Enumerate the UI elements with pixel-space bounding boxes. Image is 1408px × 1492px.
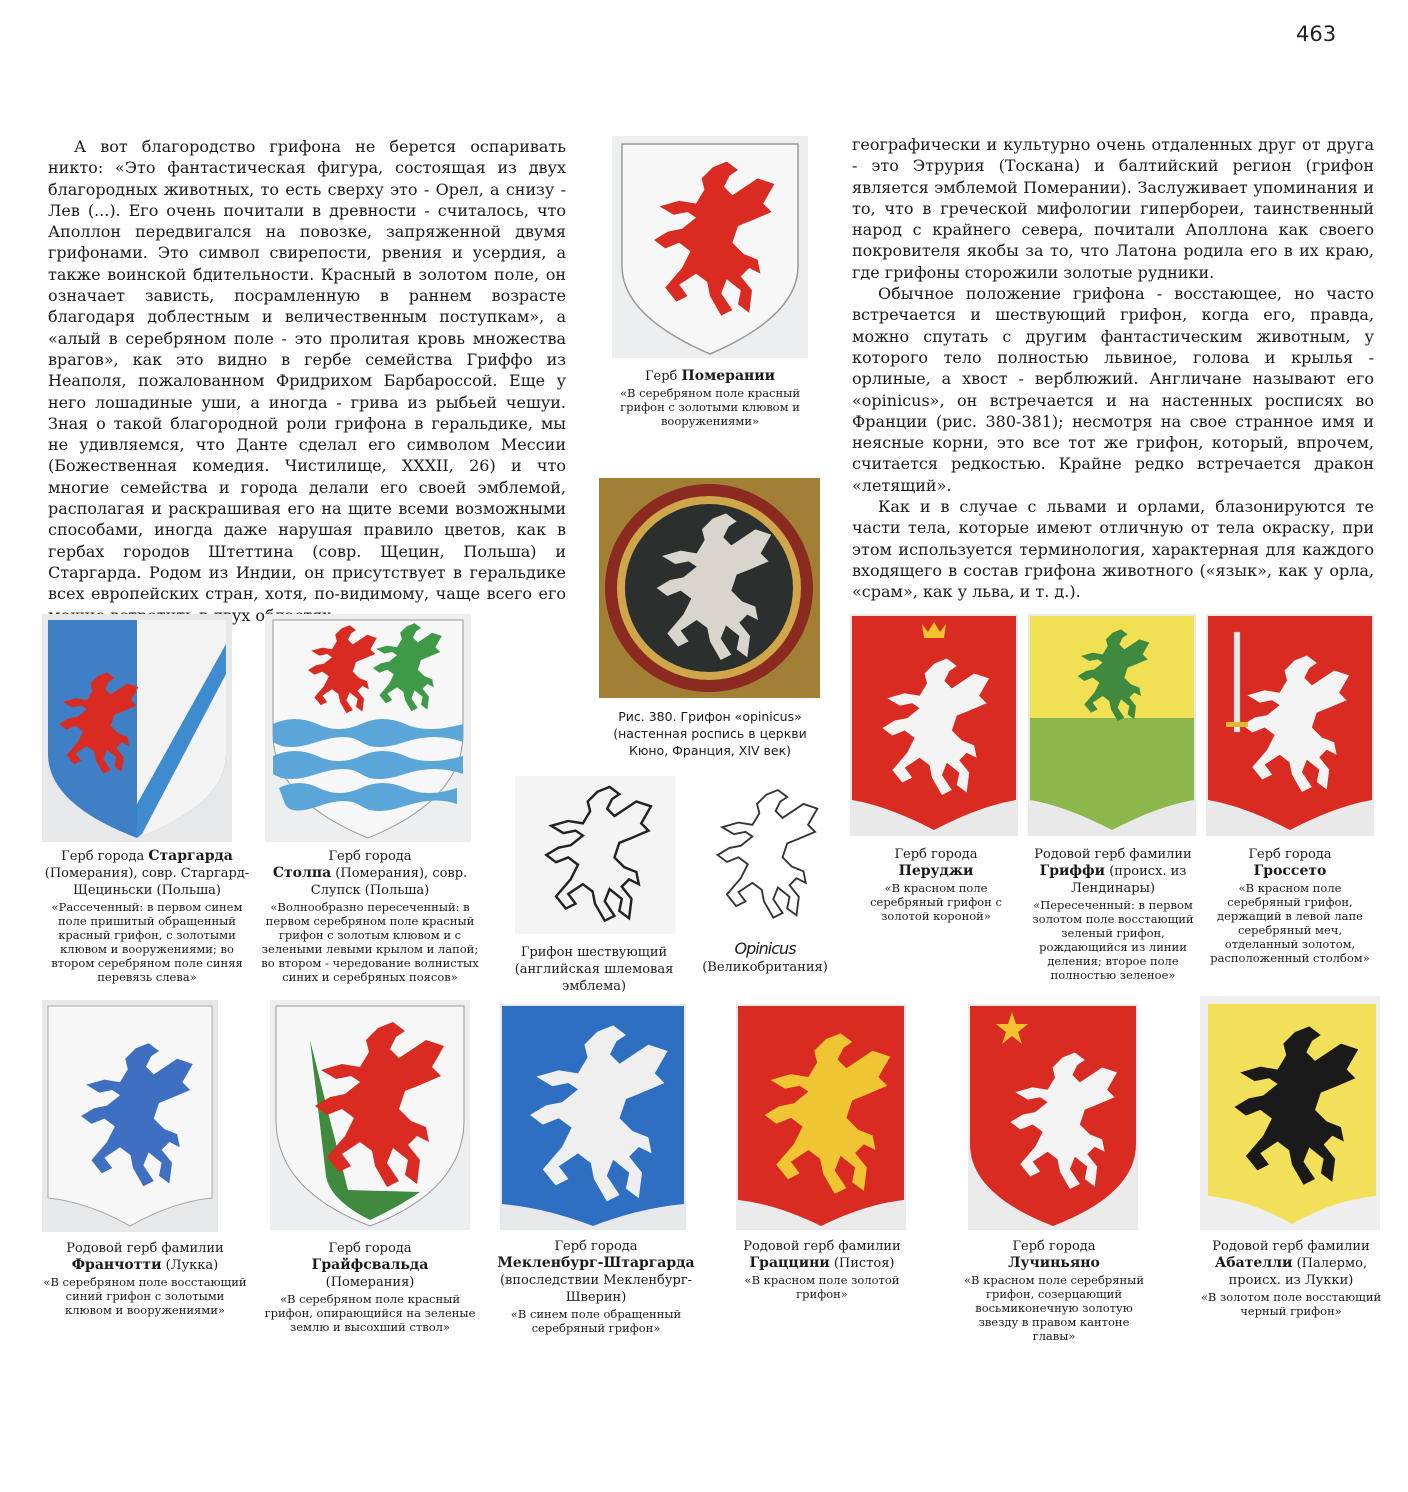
franciotti-caption: Родовой герб фамилии Франчотти (Лукка) «В серебряном поле восстающий синий грифон с золотыми клювом и вооружениями»	[43, 1241, 247, 1317]
paragraph: Как и в случае с львами и орлами, блазонируются те части тела, которые имеют отличную от тела окраску, при этом используется терминология, характерная для каждого входящего в состав грифона животного («язык», как у орла, «срам», как у льва, и т. д.).	[852, 497, 1374, 602]
greifswald-caption: Герб города Грайфсвальда (Померания) «В серебряном поле красный грифон, опирающийся на зеленые землю и высохший ствол»	[264, 1241, 476, 1334]
perugia-caption: Герб города Перуджи «В красном поле серебряный грифон с золотой короной»	[870, 847, 1002, 923]
stargard-arms-image	[42, 614, 232, 842]
lucignano-caption: Герб города Лучиньяно «В красном поле серебряный грифон, созерцающий восьмиконечную золотую звезду в правом кантоне главы»	[964, 1239, 1144, 1343]
paragraph: географически и культурно очень отдаленных друг от друга - это Этрурия (Тоскана) и балтийский регион (грифон является эмблемой Померании). Заслуживает упоминания и то, что в греческой мифологии гипербореи, таинственный народ с крайнего севера, почитали Аполлона как своего покровителя якобы за то, что Латона родила его в их краю, где грифоны сторожили золотые рудники.	[852, 135, 1374, 282]
griffi-caption: Родовой герб фамилии Гриффи (происх. из Лендинары) «Пересеченный: в первом золотом поле восстающий зеленый грифон, рождающийся из линии деления; второе поле полностью зеленое»	[1032, 847, 1194, 982]
stargard-caption: Герб города Старгарда (Померания), совр. Старгард-Щециньски (Польша) «Рассеченный: в первом синем поле пришитый обращенный красный грифон, с золотыми клювом и вооружениями; во втором серебряном поле синяя перевязь слева»	[44, 848, 250, 984]
paragraph: А вот благородство грифона не берется оспаривать никто: «Это фантастическая фигура, состоящая из двух благородных животных, то есть сверху это - Орел, а снизу - Лев (...). Его очень почитали в древности - считалось, что Аполлон передвигался на повозке, запряженной двумя грифонами. Это символ свирепости, рвения и усердия, а также воинской бдительности. Красный в золотом поле, он означает зависть, посрамленную в раннем возрасте благодаря доблестным и величественным поступкам», а «алый в серебряном поле - это пролитая кровь множества врагов», как это видно в гербе семейства Гриффо из Неаполя, пожалованном Фридрихом Барбароссой. Еще у него лошадиные уши, а иногда - грива из рыбьей чешуи. Зная о такой благородной роли грифона в геральдике, мы не удивляемся, что Данте сделал его символом Мессии (Божественная комедия. Чистилище, XXXII, 26) и что многие семейства и города делали его своей эмблемой, располагая и раскрашивая его на щите всеми возможными способами, иногда даже нарушая правило цветов, как в гербах городов Штеттина (совр. Щецин, Польша) и Старгарда. Родом из Индии, он присутствует в геральдике всех европейских стран, хотя, по-видимому, чаще всего его	[48, 137, 566, 604]
page-number: 463	[1296, 22, 1337, 46]
text-column-right	[852, 134, 1374, 603]
text-column-left	[48, 136, 566, 626]
pomerania-caption: Герб Померании «В серебряном поле красный грифон с золотыми клювом и вооружениями»	[620, 368, 800, 428]
fig380-caption: Рис. 380. Грифон «opinicus» (настенная роспись в церкви Кюно, Франция, XIV век)	[613, 709, 807, 758]
stolp-caption: Герб города Столпа (Померания), совр. Слупск (Польша) «Волнообразно пересеченный: в первом серебряном поле красный грифон с золотым клювом и с зелеными левыми крылом и лапой; во втором - чередование волнистых синих и серебряных поясов»	[261, 849, 479, 984]
stolp-arms-image	[265, 614, 471, 842]
paragraph: Обычное положение грифона - восстающее, но часто встречается и шествующий грифон, когда его, правда, можно спутать с другим фантастическим животным, у которого тело полностью львиное, голова и крылья - орлиные, а хвост - верблюжий. Англичане называют его «opinicus», он встречается и на настенных росписях во Франции (рис. 380-381); несмотря на свое странное имя и неясные корни, это все тот же грифон, который, впрочем, считается редкостью. Крайне редко встречается дракон «летящий».	[852, 284, 1374, 495]
greifswald-arms-image	[270, 1000, 470, 1230]
passant-caption: Грифон шествующий (английская шлемовая эмблема)	[514, 945, 674, 994]
passant-griffin-image	[515, 776, 675, 934]
grazzini-caption: Родовой герб фамилии Граццини (Пистоя) «В красном поле золотой грифон»	[743, 1239, 901, 1301]
grazzini-arms-image	[736, 1004, 906, 1230]
franciotti-arms-image	[42, 1000, 218, 1232]
grosseto-caption: Герб города Гроссето «В красном поле серебряный грифон, держащий в левой лапе серебряный меч, отделанный золотом, расположенный столбом»	[1210, 847, 1370, 965]
mecklenburg-caption: Герб города Мекленбург-Штаргарда (впоследствии Мекленбург-Шверин) «В синем поле обращенный серебряный грифон»	[497, 1239, 695, 1335]
perugia-arms-image	[850, 614, 1018, 836]
abatelli-caption: Родовой герб фамилии Абателли (Палермо, происх. из Лукки) «В золотом поле восстающий черный грифон»	[1200, 1239, 1382, 1318]
griffi-arms-image	[1028, 614, 1196, 836]
opinicus-caption: Opinicus (Великобритания)	[702, 939, 828, 975]
opinicus-mural-image	[599, 478, 820, 698]
pomerania-arms-image	[612, 136, 808, 358]
grosseto-arms-image	[1206, 614, 1374, 836]
abatelli-arms-image	[1200, 996, 1380, 1230]
mecklenburg-arms-image	[500, 1004, 686, 1230]
lucignano-arms-image	[968, 1004, 1138, 1230]
opinicus-image	[700, 776, 828, 934]
